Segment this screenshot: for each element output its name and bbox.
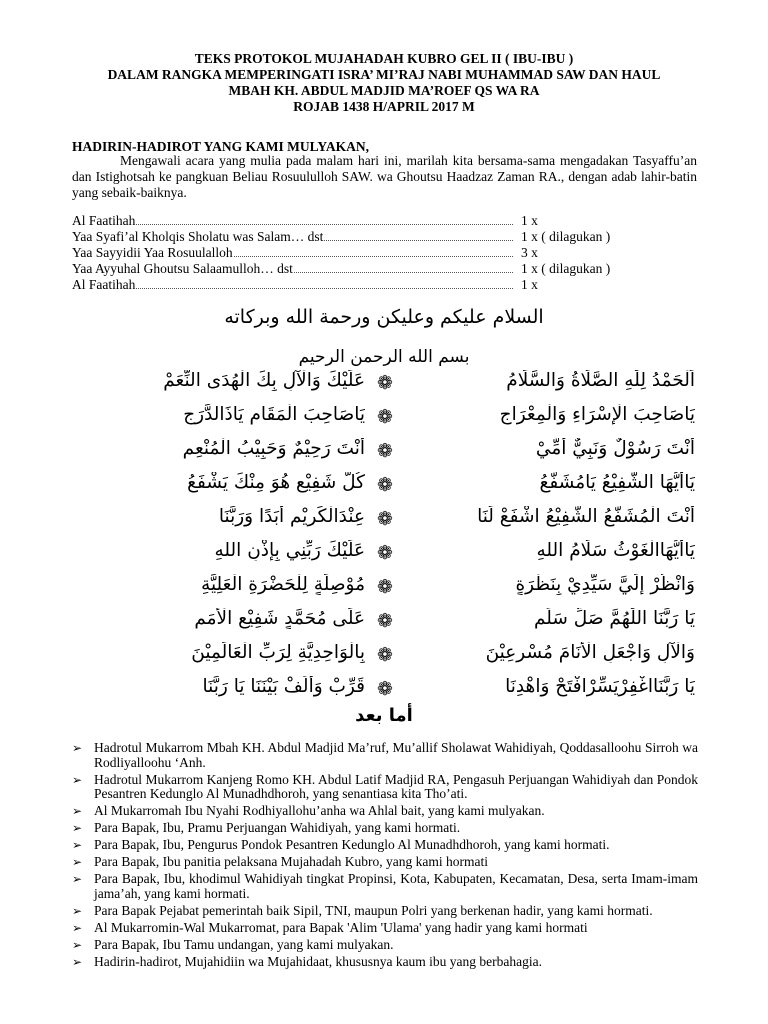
arrow-bullet-icon: ➢ <box>72 741 83 755</box>
poem-verse <box>0 500 768 534</box>
list-item <box>72 855 698 870</box>
list-item-text: Para Bapak, Ibu Tamu undangan, yang kami mulyakan. <box>94 936 394 952</box>
document-title <box>0 51 768 115</box>
poem-verse <box>0 364 768 398</box>
poem-second-hemistich: عَلَيْكَ وَالْآلِ بِكَ الْهُدَى النِّعَمْ <box>163 370 365 391</box>
list-item <box>72 741 698 770</box>
poem-second-hemistich: عِنْدَالْكَرِيْمِ أَبَدًا وَرَبَّنَا <box>218 506 365 527</box>
poem-verse <box>0 602 768 636</box>
poem-verse <box>0 670 768 704</box>
order-item-count: 1 x ( dilagukan ) <box>521 229 611 244</box>
poem-second-hemistich: عَلَيْكَ رَبِّنِي بِإِذْنِ اللهِ <box>214 540 365 561</box>
flower-ornament-icon: ❁ <box>377 644 393 666</box>
list-item <box>72 921 698 936</box>
poem-verse <box>0 568 768 602</box>
list-item <box>72 904 698 919</box>
poem-first-hemistich: وَانْظُرْ إِلَيَّ سَيِّدِيْ بِنَظْرَةٍ <box>515 574 695 595</box>
list-item-text: Para Bapak, Ibu, Pengurus Pondok Pesantren Kedunglo Al Munadhdhoroh, yang kami hormati. <box>94 837 610 852</box>
arrow-bullet-icon: ➢ <box>72 772 83 787</box>
order-item-name: Al Faatihah <box>72 213 136 228</box>
order-item-name: Yaa Syafi’al Kholqis Sholatu was Salam… dst <box>72 229 324 244</box>
poem-verse <box>0 466 768 500</box>
flower-ornament-icon: ❁ <box>377 440 393 462</box>
list-item <box>72 773 698 802</box>
basmalah: بسم الله الرحمن الرحيم <box>298 347 470 367</box>
poem-first-hemistich: يَاصَاحِبَ الْإِسْرَاءِ وَالْمِعْرَاجِ <box>499 404 695 425</box>
poem-first-hemistich: يَاأَيُّهَا الشَّفِيْعُ يَامُشَفَّعُ <box>539 472 695 493</box>
poem-first-hemistich: يَا رَبَّنَا اللّٰهُمَّ صَلِّ سَلِّمِ <box>533 608 695 629</box>
list-item-text: Al Mukarromin-Wal Mukarromat, para Bapak 'Alim 'Ulama' yang hadir yang kami hormati <box>94 919 588 935</box>
title-line-2: DALAM RANGKA MEMPERINGATI ISRA’ MI’RAJ NABI MUHAMMAD SAW DAN HAUL <box>107 67 661 82</box>
poem-first-hemistich: يَا رَبَّنَااغْفِرْيَسِّرْافْتَحْ وَاهْدِنَا <box>505 676 695 697</box>
poem-second-hemistich: عَلَى مُحَمَّدٍ شَفِيْعِ الْأُمَمِ <box>194 608 365 629</box>
poem-second-hemistich: قَرِّبْ وَأَلِّفْ بَيْنَنَا يَا رَبَّنَا <box>202 676 365 697</box>
poem-first-hemistich: يَاأَيُّهَاالْغَوْثُ سَلَامُ اللهِ <box>536 540 695 561</box>
order-row <box>72 277 697 293</box>
list-item-text: Hadirin-hadirot, Mujahidiin wa Mujahidaat, khususnya kaum ibu yang berbahagia. <box>94 953 543 969</box>
order-row <box>72 213 697 229</box>
arrow-bullet-icon: ➢ <box>72 804 83 818</box>
title-line-4: ROJAB 1438 H/APRIL 2017 M <box>293 99 475 114</box>
arrow-bullet-icon: ➢ <box>72 920 83 935</box>
order-item-name: Al Faatihah <box>72 277 136 292</box>
poem-second-hemistich: كُلُّ شَفِيْعٍ هُوَ مِنْكَ يَشْفَعُ <box>187 472 365 493</box>
poem-second-hemistich: أَنْتَ رَحِيْمٌ وَحَبِيْبُ الْمُنْعِمِ <box>182 438 365 459</box>
flower-ornament-icon: ❁ <box>377 406 393 428</box>
flower-ornament-icon: ❁ <box>377 372 393 394</box>
poem-verse <box>0 636 768 670</box>
salutation-heading: HADIRIN-HADIROT YANG KAMI MULYAKAN, <box>72 139 370 154</box>
order-item-count: 1 x ( dilagukan ) <box>521 261 611 276</box>
list-item-text: Para Bapak, Ibu, Pramu Perjuangan Wahidiyah, yang kami hormati. <box>94 820 461 835</box>
list-item <box>72 955 698 970</box>
flower-ornament-icon: ❁ <box>377 474 393 496</box>
flower-ornament-icon: ❁ <box>377 508 393 530</box>
poem-first-hemistich: وَالْآلِ وَاجْعَلِ الْأَنَامَ مُسْرِعِيْنَ <box>485 642 695 663</box>
list-item-text: Para Bapak Pejabat pemerintah baik Sipil, TNI, maupun Polri yang berkenan hadir, yang kami hormati. <box>94 902 653 918</box>
list-item-text: Al Mukarromah Ibu Nyahi Rodhiyallohu’anha wa Ahlal bait, yang kami mulyakan. <box>94 803 545 818</box>
poem-first-hemistich: أَنْتَ رَسُوْلٌ وَنَبِيٌّ أُمِّيْ <box>535 438 695 459</box>
flower-ornament-icon: ❁ <box>377 678 393 700</box>
list-item <box>72 838 698 853</box>
dot-leader <box>72 224 513 225</box>
poem-first-hemistich: أَنْتَ الْمُشَفَّعُ الشَّفِيْعُ اشْفَعْ لَنَا <box>477 506 695 527</box>
poem-second-hemistich: بِالْوَاحِدِيَّةِ لِرَبِّ الْعَالَمِيْنَ <box>191 642 365 663</box>
poem-first-hemistich: اَلْحَمْدُ لِلّٰهِ الصَّلَاةُ وَالسَّلَامُ <box>506 370 695 391</box>
poem-verse <box>0 398 768 432</box>
amma-bad-heading: أما بعد <box>355 705 413 726</box>
arrow-bullet-icon: ➢ <box>72 954 83 969</box>
poem-verse <box>0 432 768 466</box>
arrow-bullet-icon: ➢ <box>72 855 83 869</box>
order-item-name: Yaa Ayyuhal Ghoutsu Salaamulloh… dst <box>72 261 293 276</box>
intro-paragraph: Mengawali acara yang mulia pada malam hari ini, marilah kita bersama-sama mengadakan Tasyaffu’an dan Istighotsah ke pangkuan Beliau Rosuululloh SAW. wa Ghoutsu Haadzaz Zaman RA., dengan adab lahir-batin yang sebaik-baiknya. <box>72 153 697 200</box>
list-item-text: Hadrotul Mukarrom Mbah KH. Abdul Madjid Ma’ruf, Mu’allif Sholawat Wahidiyah, Qoddasalloohu Sirroh wa Rodliyalloohu ‘Anh. <box>94 740 698 770</box>
list-item-text: Hadrotul Mukarrom Kanjeng Romo KH. Abdul Latif Madjid RA, Pengasuh Perjuangan Wahidiyah dan Pondok Pesantren Kedunglo Al Munadhdhoroh, yang senantiasa kita Tho’ati. <box>94 771 698 801</box>
dot-leader <box>72 288 513 289</box>
poem-second-hemistich: يَاصَاحِبَ الْمَقَامِ يَاذَالدَّرَجِ <box>183 404 365 425</box>
list-item <box>72 821 698 836</box>
list-item <box>72 872 698 901</box>
intro-paragraph-block <box>72 153 697 201</box>
arabic-greeting: السلام عليكم وعليكن ورحمة الله وبركاته <box>224 306 544 328</box>
title-line-1: TEKS PROTOKOL MUJAHADAH KUBRO GEL II ( IBU-IBU ) <box>194 51 574 66</box>
list-item-text: Para Bapak, Ibu panitia pelaksana Mujahadah Kubro, yang kami hormati <box>94 854 489 869</box>
order-row <box>72 245 697 261</box>
order-item-count: 3 x <box>521 245 538 260</box>
arrow-bullet-icon: ➢ <box>72 937 83 952</box>
poem-verse <box>0 534 768 568</box>
honorifics-list <box>72 741 698 972</box>
order-item-count: 1 x <box>521 213 538 228</box>
recitation-order-list <box>72 213 697 293</box>
title-line-3: MBAH KH. ABDUL MADJID MA’ROEF QS WA RA <box>228 83 540 98</box>
order-item-count: 1 x <box>521 277 538 292</box>
poem-second-hemistich: مُوْصِلَةٍ لِلْحَضْرَةِ الْعَلِيَّةِ <box>201 574 365 595</box>
order-row <box>72 261 697 277</box>
list-item <box>72 938 698 953</box>
flower-ornament-icon: ❁ <box>377 610 393 632</box>
flower-ornament-icon: ❁ <box>377 576 393 598</box>
sholawat-poem <box>0 364 768 704</box>
order-item-name: Yaa Sayyidii Yaa Rosuulalloh <box>72 245 233 260</box>
flower-ornament-icon: ❁ <box>377 542 393 564</box>
list-item <box>72 804 698 819</box>
arrow-bullet-icon: ➢ <box>72 872 83 886</box>
order-row <box>72 229 697 245</box>
arrow-bullet-icon: ➢ <box>72 838 83 852</box>
arrow-bullet-icon: ➢ <box>72 821 83 835</box>
arrow-bullet-icon: ➢ <box>72 903 83 918</box>
list-item-text: Para Bapak, Ibu, khodimul Wahidiyah tingkat Propinsi, Kota, Kabupaten, Kecamatan, Desa, serta Imam-imam jama’ah, yang kami hormati. <box>94 871 698 901</box>
